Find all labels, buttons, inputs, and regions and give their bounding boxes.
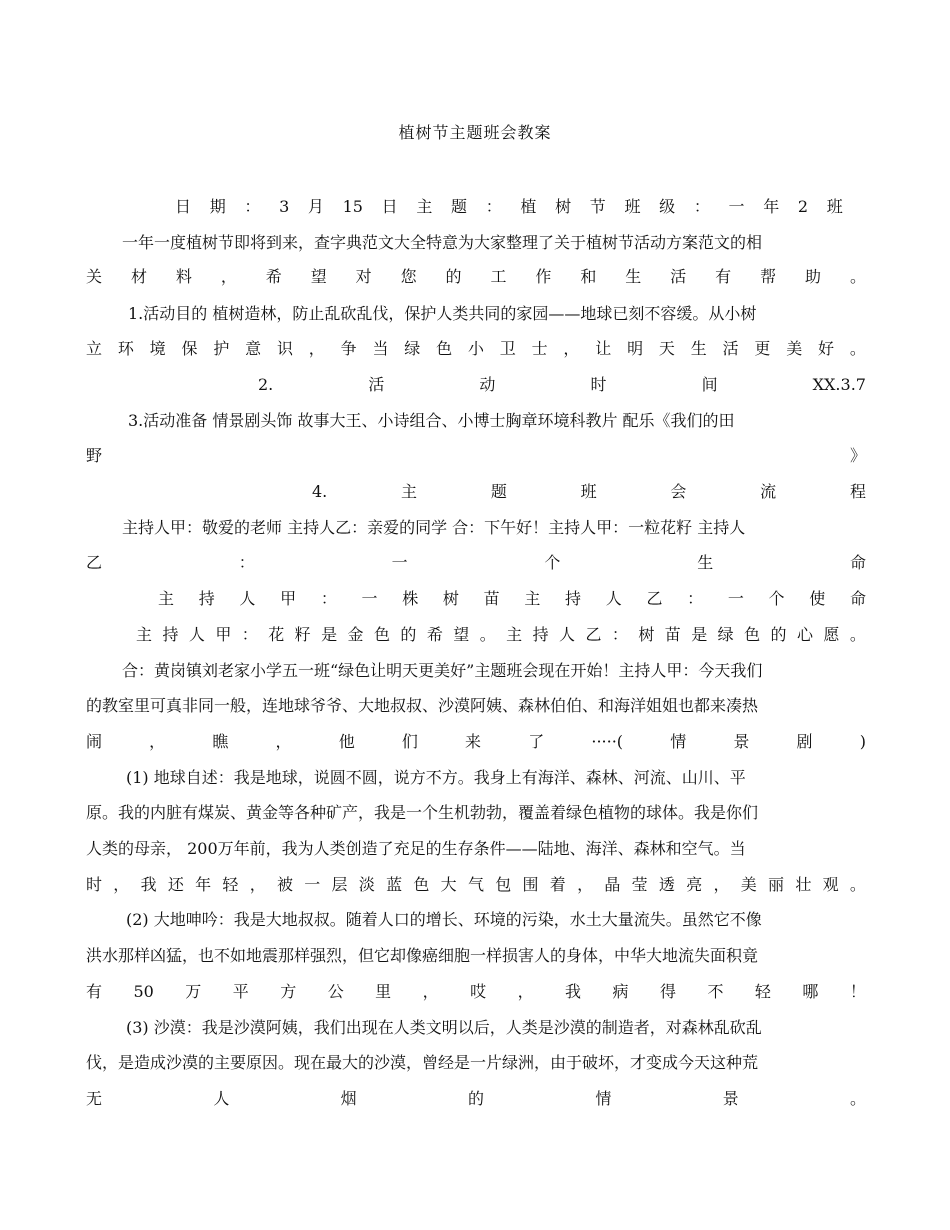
text-glyph: ： — [238, 553, 255, 572]
text-glyph: 天 — [658, 339, 675, 358]
text-glyph: 环 — [117, 339, 134, 358]
text-glyph: 持 — [565, 589, 582, 608]
text-glyph: 一 — [304, 875, 321, 894]
text-glyph: 生 — [697, 553, 714, 572]
text-glyph: 立 — [86, 339, 103, 358]
text-glyph: 乙 — [646, 589, 663, 608]
paragraph-line — [86, 551, 866, 575]
text-glyph: XX.3.7 — [812, 375, 866, 394]
text-glyph: 瞧 — [212, 732, 229, 751]
paragraph-line: 主持人甲：敬爱的老师 主持人乙：亲爱的同学 合：下午好！主持人甲：一粒花籽 主持人 — [122, 518, 746, 537]
text-glyph: 期 — [209, 197, 226, 216]
text-glyph: ， — [563, 339, 580, 358]
text-glyph: 月 — [307, 197, 324, 216]
text-glyph: 来 — [465, 732, 482, 751]
text-glyph: 日 — [175, 197, 192, 216]
text-glyph: 活 — [722, 339, 739, 358]
paragraph-line: 原。我的内脏有煤炭、黄金等各种矿产，我是一个生机勃勃，覆盖着绿色植物的球体。我是你们 — [86, 803, 759, 822]
text-glyph: 亮 — [686, 875, 703, 894]
text-glyph: 大 — [440, 875, 457, 894]
text-glyph: 持 — [162, 625, 179, 644]
text-glyph: 色 — [413, 875, 430, 894]
text-glyph: ， — [220, 267, 237, 286]
text-glyph: 公 — [327, 982, 344, 1001]
text-glyph: 。 — [479, 625, 496, 644]
text-glyph: ， — [577, 875, 594, 894]
text-glyph: 更 — [754, 339, 771, 358]
text-glyph: 里 — [375, 982, 392, 1001]
text-glyph: 3 — [279, 197, 290, 216]
text-glyph: 不 — [707, 982, 724, 1001]
text-glyph: 莹 — [631, 875, 648, 894]
text-glyph: 》 — [849, 446, 866, 465]
text-glyph: 望 — [310, 267, 327, 286]
text-glyph: 明 — [627, 339, 644, 358]
text-glyph: 的 — [467, 1089, 484, 1108]
text-glyph: ， — [308, 339, 325, 358]
text-glyph: ， — [275, 732, 292, 751]
text-glyph: 活 — [368, 375, 385, 394]
text-glyph: 年 — [763, 197, 780, 216]
paragraph-line — [258, 373, 866, 397]
text-glyph: 主 — [158, 589, 175, 608]
text-glyph: 淡 — [358, 875, 375, 894]
text-glyph: 闹 — [86, 732, 103, 751]
text-glyph: 人 — [605, 589, 622, 608]
text-glyph: ： — [320, 589, 337, 608]
text-glyph: ， — [422, 982, 439, 1001]
text-glyph: 平 — [232, 982, 249, 1001]
text-glyph: 士 — [531, 339, 548, 358]
text-glyph: 生 — [625, 267, 642, 286]
text-glyph: 还 — [167, 875, 184, 894]
text-glyph: 命 — [849, 589, 866, 608]
text-glyph: 主 — [136, 625, 153, 644]
text-glyph: 透 — [658, 875, 675, 894]
text-glyph: 15 — [342, 197, 363, 216]
text-glyph: 轻 — [222, 875, 239, 894]
text-glyph: 的 — [770, 625, 787, 644]
text-glyph: 了 — [528, 732, 545, 751]
paragraph-line: 1.活动目的 植树造林，防止乱砍乱伐，保护人类共同的家园——地球已刻不容缓。从小树 — [128, 304, 757, 323]
text-glyph: 籽 — [294, 625, 311, 644]
text-glyph: 树 — [638, 625, 655, 644]
text-glyph: 主 — [524, 589, 541, 608]
text-glyph: 着 — [549, 875, 566, 894]
text-glyph: 包 — [495, 875, 512, 894]
text-glyph: 心 — [796, 625, 813, 644]
text-glyph: ·····( — [591, 732, 624, 751]
text-glyph: 和 — [580, 267, 597, 286]
text-glyph: 围 — [522, 875, 539, 894]
text-glyph: 工 — [490, 267, 507, 286]
text-glyph: ， — [713, 875, 730, 894]
text-glyph: 情 — [595, 1089, 612, 1108]
meta-line — [175, 195, 843, 219]
text-glyph: 您 — [400, 267, 417, 286]
text-glyph: 使 — [809, 589, 826, 608]
text-glyph: 。 — [849, 875, 866, 894]
text-glyph: 人 — [213, 1089, 230, 1108]
text-glyph: 被 — [276, 875, 293, 894]
text-glyph: 甲 — [280, 589, 297, 608]
text-glyph: 活 — [670, 267, 687, 286]
text-glyph: 哎 — [470, 982, 487, 1001]
paragraph-line: 合：黄岗镇刘老家小学五一班“绿色让明天更美好”主题班会现在开始！主持人甲：今天我们 — [122, 661, 763, 680]
text-glyph: 野 — [86, 446, 103, 465]
text-glyph: 护 — [213, 339, 230, 358]
text-glyph: 乙 — [86, 553, 103, 572]
text-glyph: 色 — [436, 339, 453, 358]
paragraph-line — [86, 1087, 866, 1111]
text-glyph: 持 — [532, 625, 549, 644]
text-glyph: 是 — [321, 625, 338, 644]
paragraph-line — [86, 980, 866, 1004]
text-glyph: 对 — [355, 267, 372, 286]
text-glyph: ， — [113, 875, 130, 894]
text-glyph: 境 — [149, 339, 166, 358]
text-glyph: 丽 — [768, 875, 785, 894]
text-glyph: 50 — [133, 982, 154, 1001]
text-glyph: 苗 — [483, 589, 500, 608]
paragraph-line: (1) 地球自述：我是地球，说圆不圆，说方不方。我身上有海洋、森林、河流、山川、平 — [126, 768, 746, 787]
text-glyph: 题 — [490, 482, 507, 501]
text-glyph: ) — [859, 732, 866, 751]
text-glyph: 程 — [849, 482, 866, 501]
text-glyph: 2. — [258, 375, 274, 394]
text-glyph: 会 — [670, 482, 687, 501]
text-glyph: 材 — [130, 267, 147, 286]
text-glyph: 保 — [181, 339, 198, 358]
text-glyph: 晶 — [604, 875, 621, 894]
text-glyph: 乙 — [585, 625, 602, 644]
text-glyph: 让 — [595, 339, 612, 358]
text-glyph: ， — [517, 982, 534, 1001]
paragraph-line: 人类的母亲， 200万年前，我为人类创造了充足的生存条件——陆地、海洋、森林和空气。当 — [86, 839, 746, 858]
paragraph-line — [86, 337, 866, 361]
text-glyph: 生 — [690, 339, 707, 358]
text-glyph: 观 — [822, 875, 839, 894]
paragraph-line: 一年一度植树节即将到来，查字典范文大全特意为大家整理了关于植树节活动方案范文的相 — [122, 233, 763, 252]
text-glyph: 万 — [185, 982, 202, 1001]
text-glyph: 一 — [391, 553, 408, 572]
document-title: 植树节主题班会教案 — [398, 123, 552, 142]
text-glyph: 班 — [826, 197, 843, 216]
text-glyph: 望 — [453, 625, 470, 644]
text-glyph: ！ — [849, 982, 866, 1001]
text-glyph: 人 — [188, 625, 205, 644]
text-glyph: 蓝 — [386, 875, 403, 894]
text-glyph: 他 — [338, 732, 355, 751]
paragraph-line — [86, 730, 866, 754]
text-glyph: 间 — [701, 375, 718, 394]
text-glyph: 料 — [175, 267, 192, 286]
text-glyph: 意 — [245, 339, 262, 358]
text-glyph: 们 — [401, 732, 418, 751]
text-glyph: 流 — [760, 482, 777, 501]
text-glyph: 是 — [691, 625, 708, 644]
text-glyph: 无 — [86, 1089, 103, 1108]
text-glyph: 层 — [331, 875, 348, 894]
text-glyph: 的 — [445, 267, 462, 286]
text-glyph: 色 — [744, 625, 761, 644]
text-glyph: 我 — [565, 982, 582, 1001]
text-glyph: ： — [244, 197, 261, 216]
text-glyph: 的 — [400, 625, 417, 644]
text-glyph: 绿 — [404, 339, 421, 358]
text-glyph: 轻 — [754, 982, 771, 1001]
paragraph-line: 洪水那样凶猛，也不如地震那样强烈，但它却像癌细胞一样损害人的身体，中华大地流失面积竟 — [86, 946, 759, 965]
text-glyph: 一 — [727, 589, 744, 608]
text-glyph: 日 — [381, 197, 398, 216]
paragraph-line: 的教室里可真非同一般，连地球爷爷、大地叔叔、沙漠阿姨、森林伯伯、和海洋姐姐也都来凑热 — [86, 696, 759, 715]
text-glyph: 人 — [559, 625, 576, 644]
text-glyph: 小 — [467, 339, 484, 358]
text-glyph: 病 — [612, 982, 629, 1001]
text-glyph: 时 — [590, 375, 607, 394]
text-glyph: 持 — [198, 589, 215, 608]
text-glyph: 。 — [849, 625, 866, 644]
text-glyph: 有 — [715, 267, 732, 286]
text-glyph: 愿 — [823, 625, 840, 644]
text-glyph: 株 — [402, 589, 419, 608]
text-glyph: 当 — [372, 339, 389, 358]
text-glyph: 作 — [535, 267, 552, 286]
text-glyph: 。 — [849, 267, 866, 286]
paragraph-line — [136, 623, 866, 647]
text-glyph: 识 — [276, 339, 293, 358]
text-glyph: 主 — [416, 197, 433, 216]
text-glyph: 植 — [520, 197, 537, 216]
text-glyph: 动 — [479, 375, 496, 394]
text-glyph: 人 — [239, 589, 256, 608]
text-glyph: 题 — [451, 197, 468, 216]
text-glyph: 命 — [849, 553, 866, 572]
text-glyph: 好 — [818, 339, 835, 358]
text-glyph: ： — [485, 197, 502, 216]
text-glyph: 美 — [786, 339, 803, 358]
paragraph-line — [86, 873, 866, 897]
text-glyph: 关 — [86, 267, 103, 286]
text-glyph: 。 — [849, 1089, 866, 1108]
text-glyph: 哪 — [802, 982, 819, 1001]
text-glyph: 我 — [140, 875, 157, 894]
paragraph-line: 伐，是造成沙漠的主要原因。现在最大的沙漠，曾经是一片绿洲，由于破坏，才变成今天这种荒 — [86, 1053, 759, 1072]
text-glyph: 树 — [555, 197, 572, 216]
text-glyph: 希 — [265, 267, 282, 286]
text-glyph: 方 — [280, 982, 297, 1001]
text-glyph: 卫 — [499, 339, 516, 358]
text-glyph: ， — [149, 732, 166, 751]
text-glyph: 树 — [442, 589, 459, 608]
text-glyph: 景 — [722, 1089, 739, 1108]
text-glyph: 帮 — [760, 267, 777, 286]
text-glyph: 花 — [268, 625, 285, 644]
text-glyph: 一 — [361, 589, 378, 608]
text-glyph: 希 — [426, 625, 443, 644]
text-glyph: 剧 — [796, 732, 813, 751]
text-glyph: 色 — [373, 625, 390, 644]
text-glyph: 美 — [740, 875, 757, 894]
paragraph-line — [86, 265, 866, 289]
text-glyph: ： — [241, 625, 258, 644]
text-glyph: 班 — [580, 482, 597, 501]
text-glyph: 绿 — [717, 625, 734, 644]
text-glyph: 金 — [347, 625, 364, 644]
text-glyph: 烟 — [340, 1089, 357, 1108]
text-glyph: 得 — [659, 982, 676, 1001]
text-glyph: 苗 — [664, 625, 681, 644]
text-glyph: ， — [249, 875, 266, 894]
text-glyph: 景 — [733, 732, 750, 751]
text-glyph: 级 — [659, 197, 676, 216]
paragraph-line: (3) 沙漠：我是沙漠阿姨，我们出现在人类文明以后，人类是沙漠的制造者，对森林乱砍乱 — [126, 1018, 762, 1037]
text-glyph: 2 — [797, 197, 809, 216]
text-glyph: 主 — [401, 482, 418, 501]
text-glyph: 争 — [340, 339, 357, 358]
text-glyph: 助 — [805, 267, 822, 286]
text-glyph: 一 — [728, 197, 745, 216]
text-glyph: ： — [687, 589, 704, 608]
text-glyph: 主 — [506, 625, 523, 644]
text-glyph: ： — [693, 197, 710, 216]
text-glyph: ： — [611, 625, 628, 644]
text-glyph: 。 — [849, 339, 866, 358]
text-glyph: 个 — [544, 553, 561, 572]
text-glyph: 情 — [670, 732, 687, 751]
paragraph-line: 3.活动准备 情景剧头饰 故事大王、小诗组合、小博士胸章环境科教片 配乐《我们的田 — [128, 411, 735, 430]
paragraph-line — [158, 587, 866, 611]
text-glyph: 年 — [195, 875, 212, 894]
text-glyph: 个 — [768, 589, 785, 608]
paragraph-line — [86, 444, 866, 468]
text-glyph: 甲 — [215, 625, 232, 644]
text-glyph: 有 — [86, 982, 103, 1001]
text-glyph: 班 — [624, 197, 641, 216]
section-heading — [312, 480, 866, 504]
text-glyph: 节 — [589, 197, 606, 216]
text-glyph: 时 — [86, 875, 103, 894]
text-glyph: 4. — [312, 482, 328, 501]
text-glyph: 气 — [467, 875, 484, 894]
text-glyph: 壮 — [795, 875, 812, 894]
paragraph-line: (2) 大地呻吟：我是大地叔叔。随着人口的增长、环境的污染，水土大量流失。虽然它不像 — [126, 910, 762, 929]
